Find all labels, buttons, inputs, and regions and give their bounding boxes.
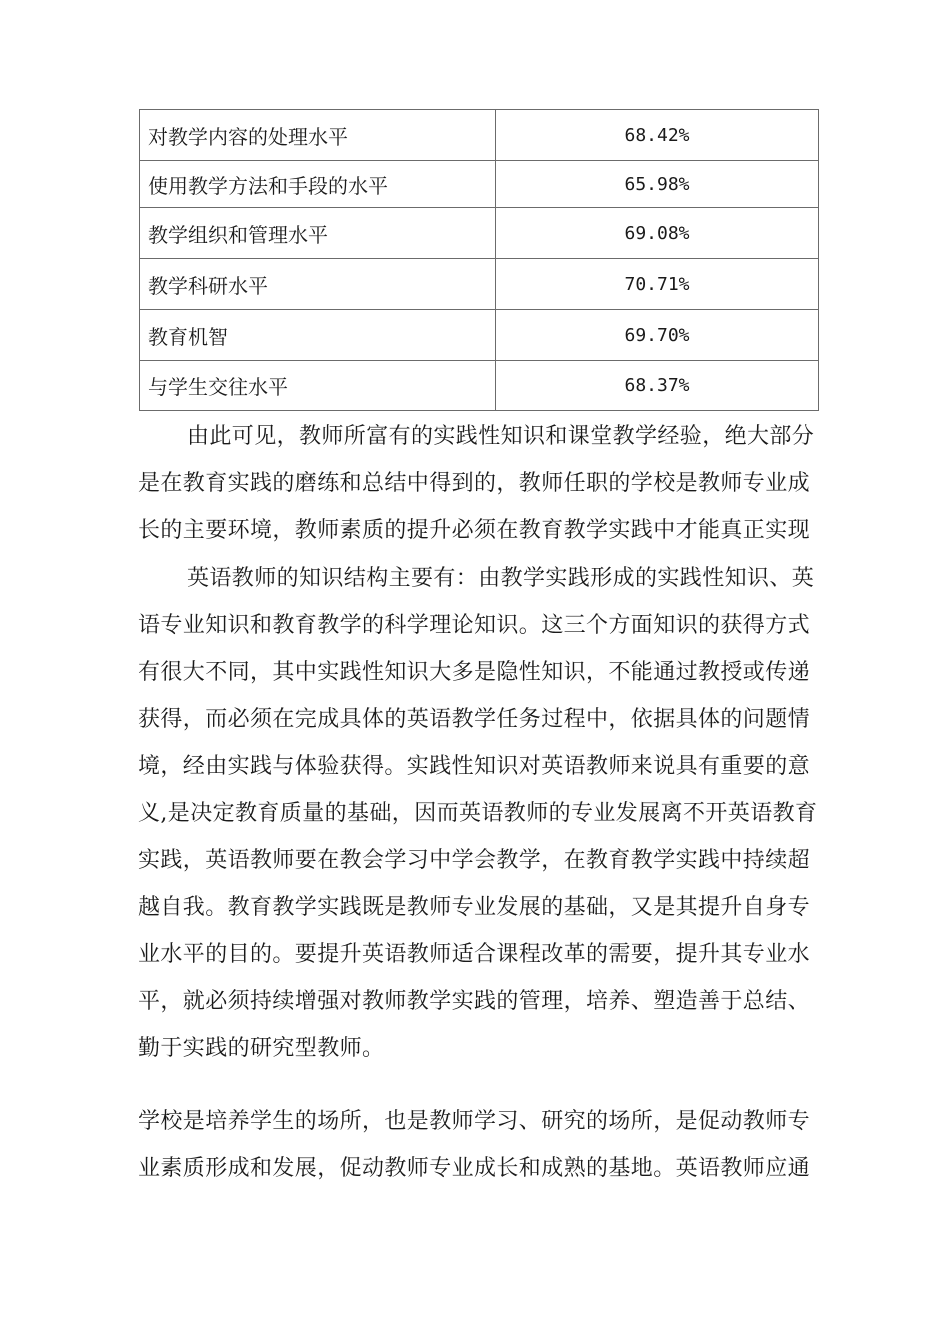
table-row	[140, 310, 819, 361]
table-row	[140, 259, 819, 310]
table-row	[140, 161, 819, 208]
text-line: 业素质形成和发展，促动教师专业成长和成熟的基地。英语教师应通	[138, 1156, 811, 1181]
row-label: 与学生交往水平	[140, 361, 496, 411]
text-line: 由此可见，教师所富有的实践性知识和课堂教学经验，绝大部分	[187, 424, 815, 449]
row-value: 70.71%	[496, 259, 819, 310]
row-label: 教学科研水平	[140, 259, 496, 310]
row-value: 68.37%	[496, 361, 819, 411]
text-line: 学校是培养学生的场所，也是教师学习、研究的场所，是促动教师专	[138, 1109, 811, 1134]
paragraph-school	[138, 1098, 818, 1192]
row-label: 教学组织和管理水平	[140, 208, 496, 259]
row-value: 69.70%	[496, 310, 819, 361]
row-value: 65.98%	[496, 161, 819, 208]
text-line: 境，经由实践与体验获得。实践性知识对英语教师来说具有重要的意	[138, 754, 811, 779]
text-line: 有很大不同，其中实践性知识大多是隐性知识，不能通过教授或传递	[138, 660, 811, 685]
text-line: 获得，而必须在完成具体的英语教学任务过程中，依据具体的问题情	[138, 707, 811, 732]
row-value: 68.42%	[496, 110, 819, 161]
text-line: 实践，英语教师要在教会学习中学会教学，在教育教学实践中持续超	[138, 848, 811, 873]
row-label: 使用教学方法和手段的水平	[140, 161, 496, 208]
text-line: 平，就必须持续增强对教师教学实践的管理，培养、塑造善于总结、	[138, 989, 811, 1014]
text-line: 英语教师的知识结构主要有：由教学实践形成的实践性知识、英	[187, 566, 815, 591]
stats-table	[139, 109, 819, 411]
text-line: 是在教育实践的磨练和总结中得到的，教师任职的学校是教师专业成	[138, 471, 811, 496]
table-row	[140, 208, 819, 259]
paragraph-knowledge-structure	[138, 555, 818, 1072]
text-line: 长的主要环境，教师素质的提升必须在教育教学实践中才能真正实现	[138, 518, 811, 543]
text-line: 业水平的目的。要提升英语教师适合课程改革的需要，提升其专业水	[138, 942, 811, 967]
paragraph-conclusion	[138, 413, 818, 554]
row-label: 对教学内容的处理水平	[140, 110, 496, 161]
text-line: 语专业知识和教育教学的科学理论知识。这三个方面知识的获得方式	[138, 613, 811, 638]
table-row	[140, 361, 819, 411]
text-line: 义,是决定教育质量的基础，因而英语教师的专业发展离不开英语教育	[138, 801, 818, 826]
row-label: 教育机智	[140, 310, 496, 361]
table-row	[140, 110, 819, 161]
text-line: 越自我。教育教学实践既是教师专业发展的基础，又是其提升自身专	[138, 895, 811, 920]
row-value: 69.08%	[496, 208, 819, 259]
text-line: 勤于实践的研究型教师。	[138, 1036, 385, 1061]
